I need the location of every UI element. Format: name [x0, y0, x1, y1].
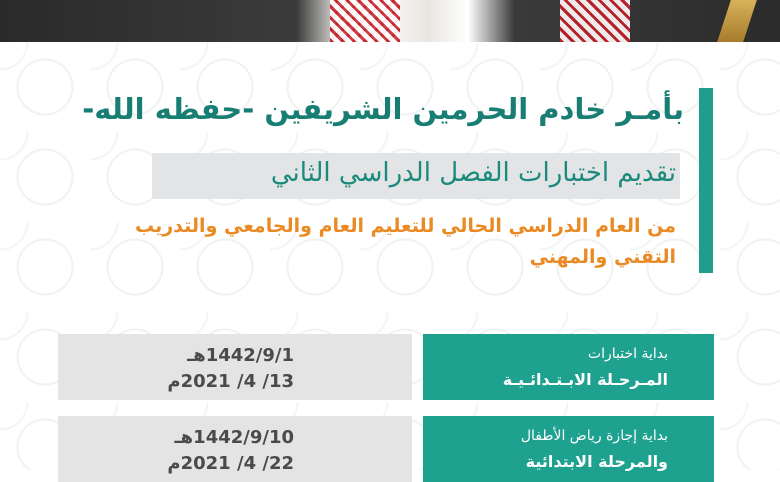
photo-shemagh-left	[330, 0, 400, 42]
schedule-row-label	[423, 416, 714, 482]
accent-bar	[699, 88, 713, 273]
label-small: بداية اختبارات	[587, 346, 668, 362]
schedule-row-label	[423, 334, 714, 400]
date-gregorian: 22/ 4/ 2021م	[167, 453, 294, 474]
label-big: والمرحلة الابتدائية	[525, 452, 668, 471]
page-subtitle: تقديم اختبارات الفصل الدراسي الثاني	[270, 158, 676, 188]
date-gregorian: 13/ 4/ 2021م	[167, 371, 294, 392]
header-photo	[0, 0, 780, 42]
photo-gold-trim	[717, 0, 757, 42]
page-description: من العام الدراسي الحالي للتعليم العام والجامعي والتدريب التقني والمهني	[135, 215, 676, 268]
photo-shemagh-right	[560, 0, 630, 42]
date-hijri: 1442/9/10هـ	[174, 427, 294, 448]
schedule-row-date	[58, 416, 412, 482]
schedule-row-date	[58, 334, 412, 400]
label-big: المـرحـلة الابـتـدائـيـة	[502, 370, 668, 389]
date-hijri: 1442/9/1هـ	[187, 345, 294, 366]
label-small: بداية إجازة رياض الأطفال	[520, 428, 668, 444]
page-title: بأمـر خادم الحرمين الشريفين -حفظه الله-	[82, 92, 684, 126]
